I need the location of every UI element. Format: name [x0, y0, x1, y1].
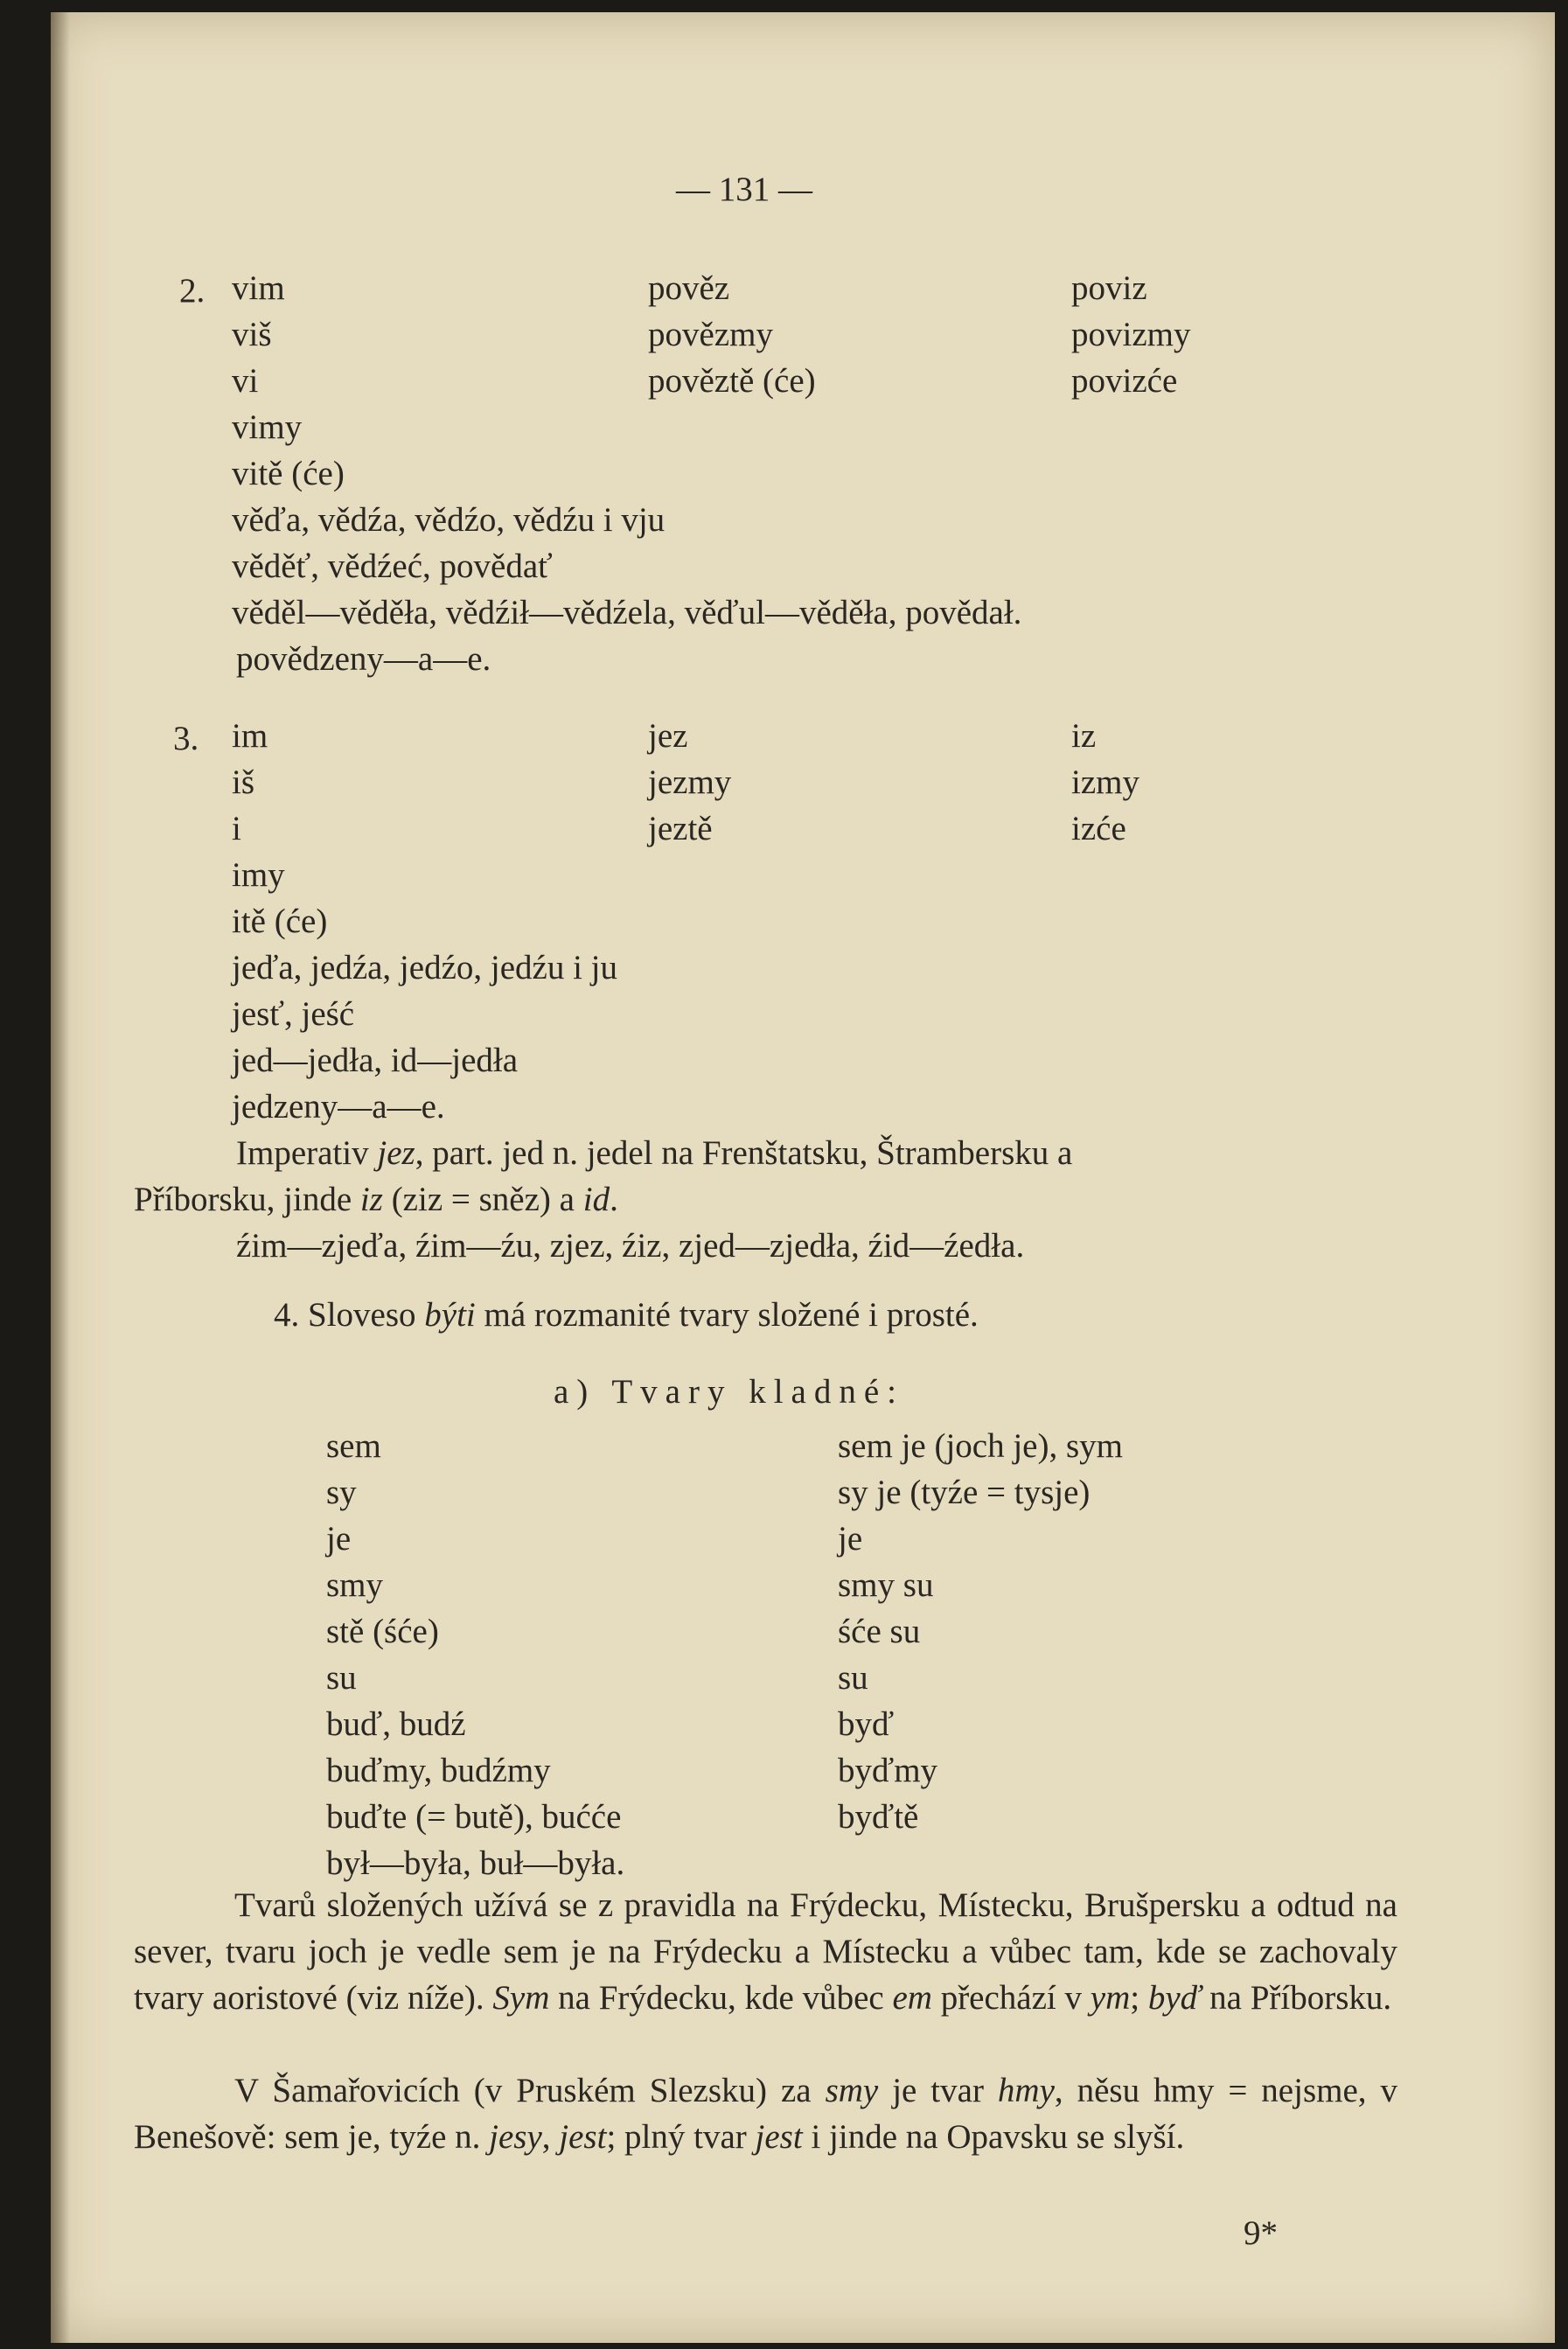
section-intro: 4. Sloveso býti má rozmanité tvary složené i prosté. — [274, 1296, 979, 1334]
imperative-form: jeztě — [648, 810, 713, 847]
imperative-form: povizmy — [1071, 316, 1191, 353]
text-line: věďa, vědźa, vědźo, vědźu i vju — [232, 501, 666, 539]
section-number: 4. — [274, 1296, 300, 1334]
verb-form: stě (śće) — [326, 1613, 439, 1650]
section-number: 3. — [173, 720, 199, 757]
paragraph-samarovice: V Šamařovicích (v Pruském Slezsku) za smy je tvar hmy, něsu hmy = nejsme, v Benešově: sem je, tyźe n. jesy, jest; plný tvar jest i jinde na Opavsku se slyší. — [134, 2072, 1397, 2156]
text-line: věděť, vědźeć, povědať — [232, 547, 553, 585]
conjugation-form: viš — [232, 316, 272, 353]
verb-form: byď — [838, 1705, 895, 1743]
verb-form: byďtě — [838, 1798, 919, 1836]
verb-form: je — [838, 1520, 863, 1558]
imperative-form: izmy — [1071, 763, 1139, 801]
imperative-form: jezmy — [648, 763, 732, 801]
verb-form: sem — [326, 1427, 381, 1465]
conjugation-form: imy — [232, 856, 285, 894]
conjugation-form: vi — [232, 362, 259, 400]
text-line: źim—zjeďa, źim—źu, zjez, źiz, zjed—zjedła, źid—źedła. — [236, 1227, 1025, 1265]
verb-form: sem je (joch je), sym — [838, 1427, 1123, 1465]
conjugation-form: iš — [232, 763, 255, 801]
verb-form: su — [326, 1659, 357, 1697]
section-number: 2. — [179, 272, 206, 310]
verb-form: smy — [326, 1566, 384, 1604]
imperative-form: poviz — [1071, 269, 1147, 307]
verb-form: buďte (= butě), bućće — [326, 1798, 622, 1836]
imperative-form: iz — [1071, 717, 1097, 755]
verb-form: buďmy, budźmy — [326, 1752, 551, 1789]
verb-form: sy — [326, 1474, 357, 1511]
imperative-form: pověz — [648, 269, 730, 307]
verb-form: sy je (tyźe = tysje) — [838, 1474, 1091, 1511]
imperative-form: pověztě (će) — [648, 362, 816, 400]
text-line: povědzeny—a—e. — [236, 640, 491, 678]
paragraph-compound-forms: Tvarů složených užívá se z pravidla na Frýdecku, Místecku, Brušpersku a odtud na sever, tvaru joch je vedle sem je na Frýdecku a Místecku a vůbec tam, kde se zachovaly tvary aoristové (viz níže). Sym na Frýdecku, kde vůbec em přechází v ym; byď na Příborsku. — [134, 1886, 1397, 2017]
conjugation-form: i — [232, 810, 241, 847]
conjugation-form: im — [232, 717, 268, 755]
text-line: jeďa, jedźa, jedźo, jedźu i ju — [232, 949, 618, 986]
imperative-note-continued: Příborsku, jinde iz (ziz = sněz) a id. — [134, 1181, 618, 1218]
verb-form: je — [326, 1520, 352, 1558]
page-number: — 131 — — [676, 171, 812, 208]
imperative-form: povězmy — [648, 316, 773, 353]
verb-form: su — [838, 1659, 868, 1697]
imperative-note: Imperativ jez, part. jed n. jedel na Frenštatsku, Štrambersku a — [236, 1134, 1073, 1172]
conjugation-form: vim — [232, 269, 285, 307]
conjugation-form: vitě (će) — [232, 455, 345, 492]
verb-form: smy su — [838, 1566, 934, 1604]
verb-form: byďmy — [838, 1752, 938, 1789]
conjugation-form: vimy — [232, 408, 303, 446]
imperative-form: povizće — [1071, 362, 1178, 400]
book-page — [51, 12, 1555, 2343]
text-line: jesť, jeść — [232, 995, 355, 1033]
imperative-form: izće — [1071, 810, 1126, 847]
verb-form: śće su — [838, 1613, 921, 1650]
text-line: jed—jedła, id—jedła — [232, 1042, 519, 1079]
verb-form: buď, budź — [326, 1705, 466, 1743]
signature-mark: 9* — [1244, 2214, 1278, 2252]
imperative-form: jez — [648, 717, 688, 755]
conjugation-form: itě (će) — [232, 903, 328, 940]
subsection-heading: a) Tvary kladné: — [554, 1373, 905, 1411]
verb-form: był—była, buł—była. — [326, 1844, 625, 1882]
text-line: jedzeny—a—e. — [232, 1088, 445, 1126]
text-line: věděl—věděła, vědźił—vědźela, věďul—věděła, povědał. — [232, 594, 1022, 631]
